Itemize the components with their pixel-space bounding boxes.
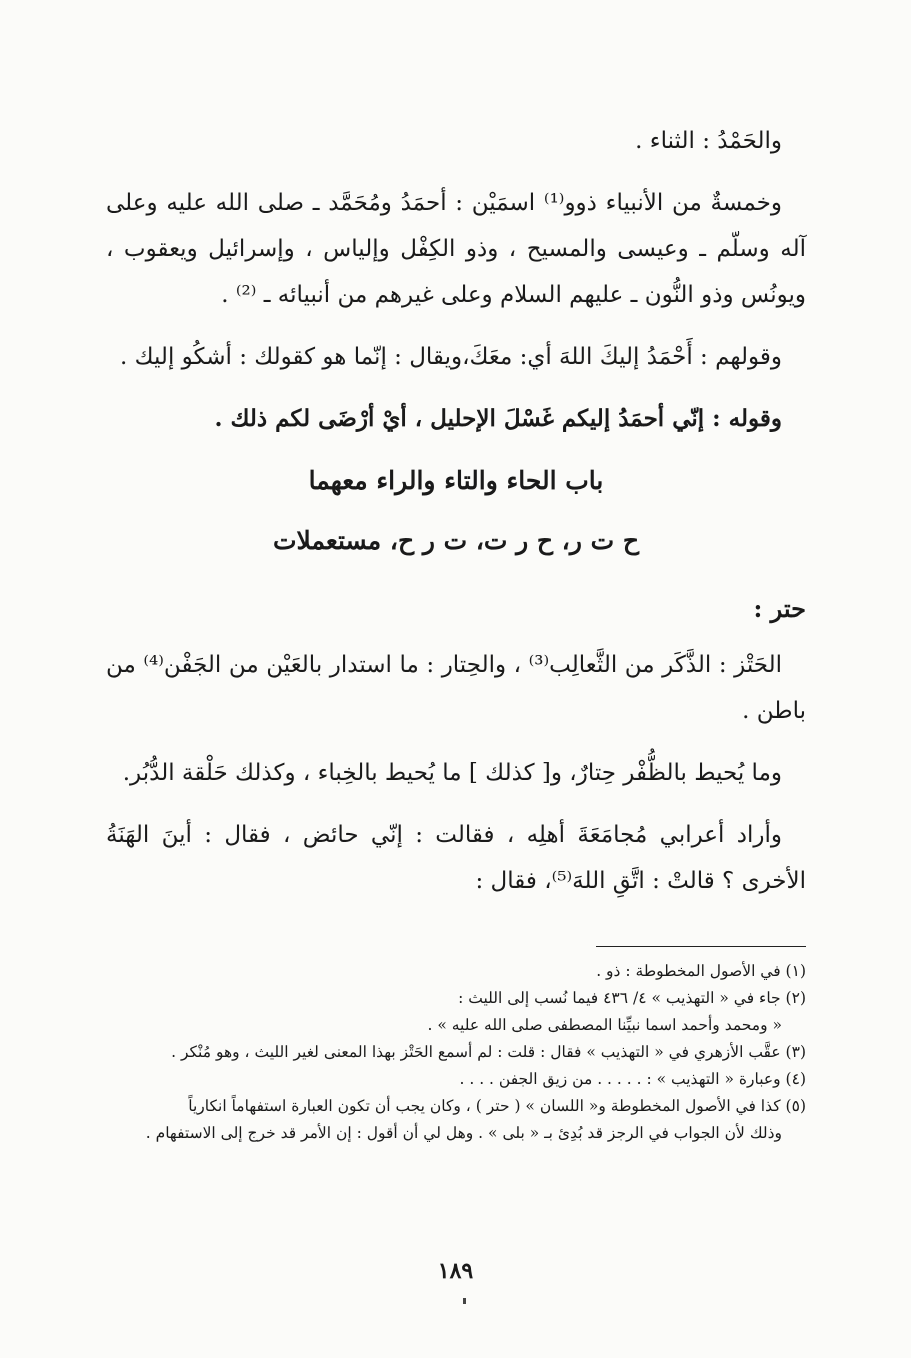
footnote: (٢) جاء في « التهذيب » ٤/ ٤٣٦ فيما نُسب إلى الليث : bbox=[458, 989, 806, 1007]
paragraph: والحَمْدُ : الثناء . bbox=[635, 128, 782, 154]
footnote: (٥) كذا في الأصول المخطوطة و« اللسان » ( حتر ) ، وكان يجب أن تكون العبارة استفهاماً انكارياً bbox=[188, 1097, 806, 1115]
footnotes bbox=[106, 958, 806, 1147]
paragraph: وقوله : إنّي أحمَدُ إليكم غَسْلَ الإحليل ، أيْ أرْضَى لكم ذلك . bbox=[214, 405, 782, 432]
section-title: باب الحاء والتاء والراء معهما bbox=[308, 466, 604, 495]
section-subtitle: ح ت ر، ح ر ت، ت ر ح، مستعملات bbox=[273, 526, 639, 555]
footnote-divider bbox=[596, 946, 806, 947]
paragraph: الحَتْز : الذَّكَر من الثَّعالِب⁽³⁾ ، والحِتار : ما استدار بالعَيْن من الجَفْن⁽⁴⁾ من باطن . bbox=[106, 652, 806, 724]
print-mark bbox=[463, 1298, 466, 1304]
paragraph: وأراد أعرابي مُجامَعَةَ أهلِه ، فقالت : إنّي حائض ، فقال : أينَ الهَنَةُ الأخرى ؟ قالتْ : اتَّقِ اللهَ⁽⁵⁾، فقال : bbox=[106, 822, 806, 894]
footnote: (١) في الأصول المخطوطة : ذو . bbox=[596, 962, 806, 980]
main-text bbox=[106, 118, 806, 920]
footnote: (٣) عقَّب الأزهري في « التهذيب » فقال : قلت : لم أسمع الحَتْز بهذا المعنى لغير الليث ، وهو مُنْكر . bbox=[171, 1043, 806, 1061]
entry-headword: حتر : bbox=[753, 594, 806, 623]
paragraph: وخمسةٌ من الأنبياء ذوو⁽¹⁾ اسمَيْن : أحمَدُ ومُحَمَّد ـ صلى الله عليه وعلى آله وسلّم ـ وعيسى والمسيح ، وذو الكِفْل وإلياس ، وإسرائيل ويعقوب ، ويونُس وذو النُّون ـ عليهم السلام وعلى غيرهم من أنبيائه ـ ⁽²⁾ . bbox=[106, 190, 806, 308]
footnote-continuation: وذلك لأن الجواب في الرجز قد بُدِئ بـ « بلى » . وهل لي أن أقول : إن الأمر قد خرج إلى الاستفهام . bbox=[145, 1124, 782, 1142]
footnote-continuation: « ومحمد وأحمد اسما نبيِّنا المصطفى صلى الله عليه » . bbox=[427, 1016, 782, 1034]
page-number: ١٨٩ bbox=[437, 1258, 474, 1284]
footnote: (٤) وعبارة « التهذيب » : . . . . . من زيق الجفن . . . . bbox=[459, 1070, 806, 1088]
paragraph: وقولهم : أَحْمَدُ إليكَ اللهَ أي: معَكَ،ويقال : إنّما هو كقولك : أشكُو إليك . bbox=[119, 344, 782, 370]
paragraph: وما يُحيط بالظُّفْر حِتارٌ، و[ كذلك ] ما يُحيط بالخِباء ، وكذلك حَلْقة الدُّبُر. bbox=[122, 760, 782, 786]
